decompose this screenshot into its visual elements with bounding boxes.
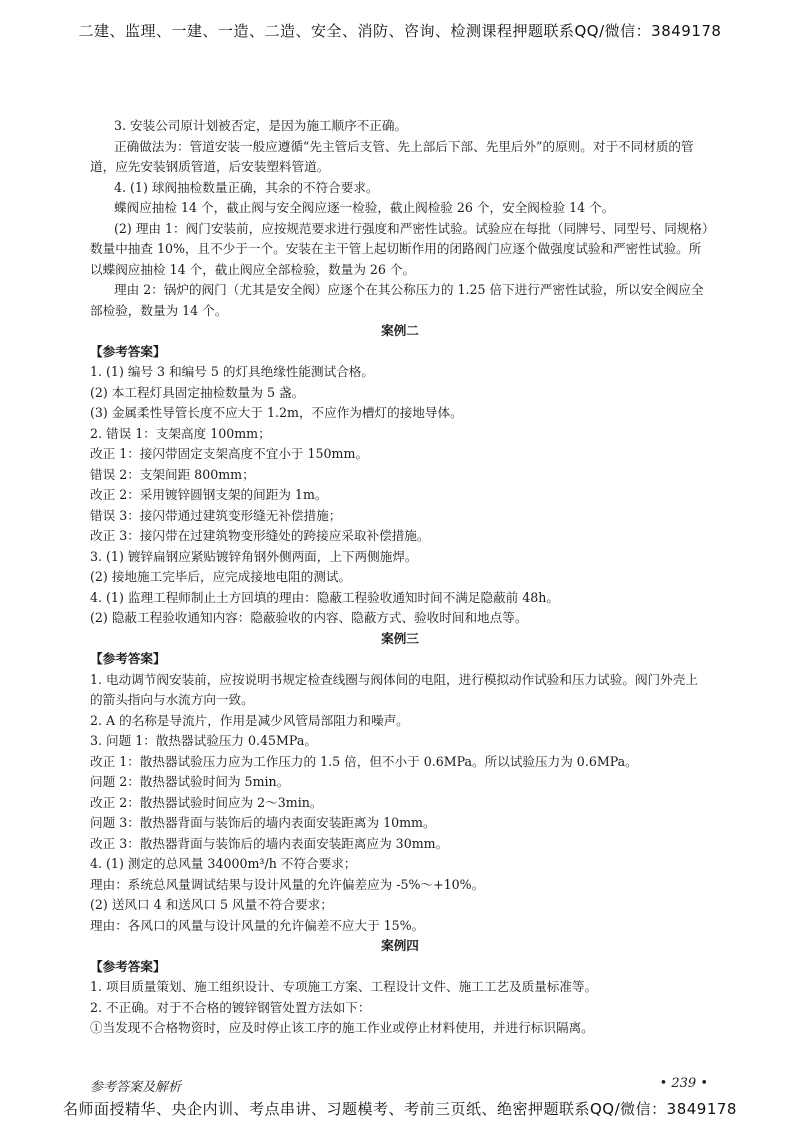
answer-line: 问题 3：散热器背面与装饰后的墙内表面安装距离为 10mm。 [90,815,436,830]
answer-line: (2) 送风口 4 和送风口 5 风量不符合要求； [90,897,333,912]
answer-line: 4. (1) 测定的总风量 34000m³/h 不符合要求； [90,856,357,871]
answer-line: 1. (1) 编号 3 和编号 5 的灯具绝缘性能测试合格。 [90,364,374,379]
answer-line: 1. 项目质量策划、施工组织设计、专项施工方案、工程设计文件、施工工艺及质量标准等。 [90,979,598,994]
answer-line: 改正 1：接闪带固定支架高度不宜小于 150mm。 [90,446,369,461]
answer-line: 问题 2：散热器试验时间为 5min。 [90,774,290,789]
answer-line: (2) 接地施工完毕后，应完成接地电阻的测试。 [90,569,352,584]
bottom-contact-banner: 名师面授精华、央企内训、考点串讲、习题模考、考前三页纸、绝密押题联系QQ/微信：3849178 [63,1100,737,1118]
case-heading: 案例四 [381,938,419,953]
answer-line: 改正 2：散热器试验时间应为 2～3min。 [90,794,323,810]
answer-line: 正确做法为：管道安装一般应遵循“先主管后支管、先上部后下部、先里后外”的原则。对于不同材质的管道，应先安装钢质管道，后安装塑料管道。 [90,138,694,174]
top-contact-banner: 二建、监理、一建、一造、二造、安全、消防、咨询、检测课程押题联系QQ/微信：3849178 [78,22,722,40]
answer-line: 2. 不正确。对于不合格的镀锌钢管处置方法如下： [90,999,371,1015]
answer-line: 3. 安装公司原计划被否定，是因为施工顺序不正确。 [114,118,408,133]
page-number: • 239 • [659,1076,708,1091]
answer-line: 改正 1：散热器试验压力应为工作压力的 1.5 倍，但不小于 0.6MPa。所以试验压力为 0.6MPa。 [90,753,638,769]
answer-line: 蝶阀应抽检 14 个，截止阀与安全阀应逐一检验，截止阀检验 26 个，安全阀检验 14 个。 [114,200,615,215]
footer-section-title: 参考答案及解析 [90,1080,182,1095]
answer-line: (2) 隐蔽工程验收通知内容：隐蔽验收的内容、隐蔽方式、验收时间和地点等。 [90,610,528,625]
answer-line: 错误 3：接闪带通过建筑变形缝无补偿措施； [90,507,342,523]
reference-answer-label: 【参考答案】 [90,958,166,974]
answer-line: ①当发现不合格物资时，应及时停止该工序的施工作业或停止材料使用，并进行标识隔离。 [90,1020,594,1035]
answer-line: 1. 电动调节阀安装前，应按说明书规定检查线圈与阀体间的电阻，进行模拟动作试验和压力试验。阀门外壳上的箭头指向与水流方向一致。 [90,671,698,707]
answer-line: 3. (1) 镀锌扁钢应紧贴镀锌角钢外侧两面，上下两侧施焊。 [90,548,418,564]
reference-answer-label: 【参考答案】 [90,343,166,359]
answer-line: 2. 错误 1：支架高度 100mm； [90,425,271,441]
answer-line: 理由：各风口的风量与设计风量的允许偏差不应大于 15%。 [90,917,425,933]
answer-line: 4. (1) 球阀抽检数量正确，其余的不符合要求。 [114,179,379,195]
answer-line: 改正 3：散热器背面与装饰后的墙内表面安装距离应为 30mm。 [90,835,449,851]
answer-line: (2) 本工程灯具固定抽检数量为 5 盏。 [90,384,305,400]
answer-line: (3) 金属柔性导管长度不应大于 1.2m，不应作为槽灯的接地导体。 [90,405,463,420]
answer-line: 理由 2：锅炉的阀门（尤其是安全阀）应逐个在其公称压力的 1.25 倍下进行严密性试验，所以安全阀应全部检验，数量为 14 个。 [90,282,704,318]
answer-line: 4. (1) 监理工程师制止土方回填的理由：隐蔽工程验收通知时间不满足隐蔽前 48h。 [90,589,560,605]
case-heading: 案例三 [381,630,419,646]
page-content [90,116,710,1039]
answer-line: 理由：系统总风量调试结果与设计风量的允许偏差应为 -5%～+10%。 [90,876,485,892]
answer-line: 3. 问题 1：散热器试验压力 0.45MPa。 [90,733,317,748]
reference-answer-label: 【参考答案】 [90,651,166,666]
answer-line: 改正 3：接闪带在过建筑物变形缝处的跨接应采取补偿措施。 [90,528,430,543]
answer-line: 错误 2：支架间距 800mm； [90,466,255,482]
answer-line: 改正 2：采用镀锌圆钢支架的间距为 1m。 [90,487,328,502]
answer-line: (2) 理由 1：阀门安装前，应按规范要求进行强度和严密性试验。试验应在每批（同牌号、同型号、同规格）数量中抽查 10%，且不少于一个。安装在主干管上起切断作用的闭路阀门应逐个做强度试验和严密性试验。所以蝶阀应抽检 14 个，截止阀应全部检验，数量为 26 个。 [90,220,709,277]
answer-line: 2. A 的名称是导流片，作用是减少风管局部阻力和噪声。 [90,712,409,728]
case-heading: 案例二 [381,323,419,338]
